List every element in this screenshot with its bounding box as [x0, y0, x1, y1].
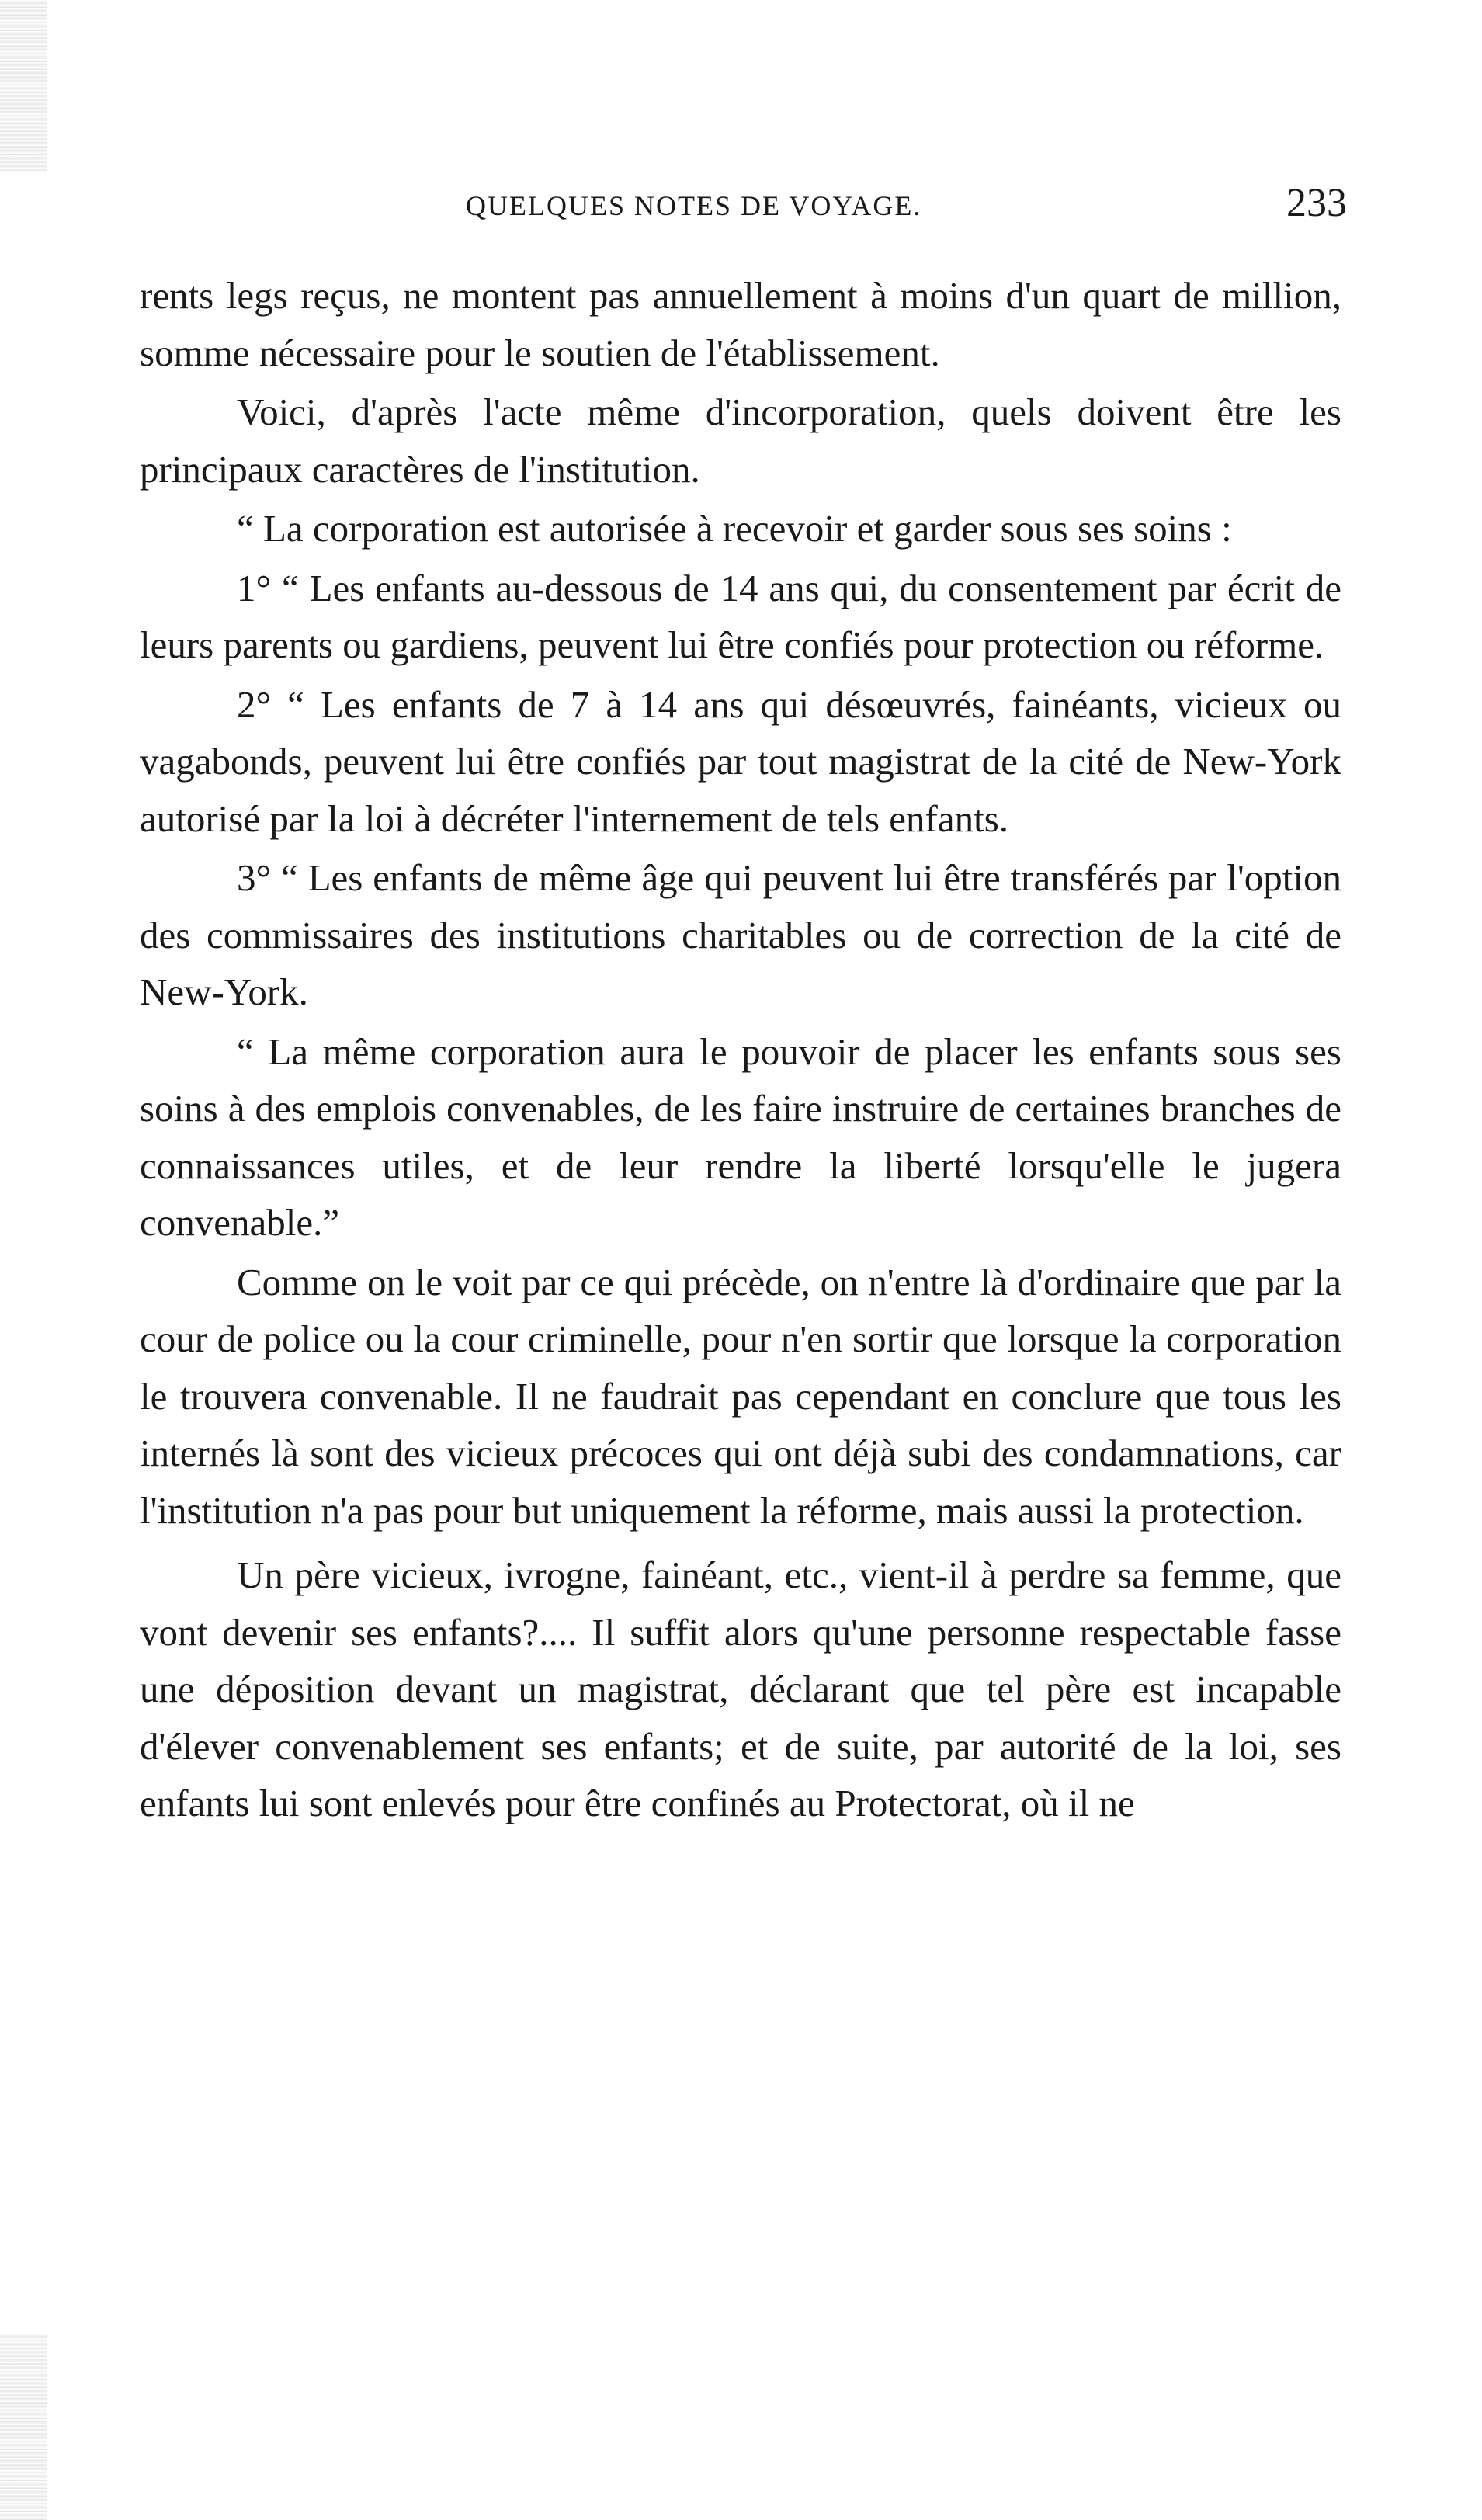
page-number: 233 — [1286, 181, 1347, 225]
paragraph-continuation: rents legs reçus, ne montent pas annuellement à moins d'un quart de million, somme nécessaire pour le soutien de l'établissement. — [140, 274, 1341, 374]
page-edge-speckle-top — [0, 0, 47, 171]
page-body — [140, 267, 1341, 1834]
paragraph-commentary: Comme on le voit par ce qui précède, on n'entre là d'ordinaire que par la cour de police ou la cour criminelle, pour n'en sortir que lorsque la corporation le trouvera convenable. Il ne faudrait pas cependant en conclure que tous les internés là sont des vicieux précoces qui ont déjà subi des condamnations, car l'institution n'a pas pour but uniquement la réforme, mais aussi la protection. — [140, 1260, 1341, 1532]
paragraph-incorporation-intro: Voici, d'après l'acte même d'incorporation, quels doivent être les principaux caractères de l'institution. — [140, 390, 1341, 491]
running-title: QUELQUES NOTES DE VOYAGE. — [466, 190, 922, 221]
page-edge-speckle-bottom — [0, 2334, 47, 2520]
running-header — [466, 180, 1347, 234]
paragraph-corporation-powers: “ La même corporation aura le pouvoir de placer les enfants sous ses soins à des emplois convenables, de les faire instruire de certaines branches de connaissances utiles, et de leur rendre la liberté lorsqu'elle le jugera convenable.” — [140, 1029, 1341, 1244]
paragraph-item-1: 1° “ Les enfants au-dessous de 14 ans qui, du consentement par écrit de leurs parents ou gardiens, peuvent lui être confiés pour protection ou réforme. — [140, 566, 1341, 666]
paragraph-corporation-authorized: “ La corporation est autorisée à recevoir et garder sous ses soins : — [237, 507, 1232, 550]
paragraph-example: Un père vicieux, ivrogne, fainéant, etc., vient-il à perdre sa femme, que vont devenir ses enfants?.... Il suffit alors qu'une personne respectable fasse une déposition devant un magistrat, déclarant que tel père est incapable d'élever convenablement ses enfants; et de suite, par autorité de la loi, ses enfants lui sont enlevés pour être confinés au Protectorat, où il ne — [140, 1553, 1341, 1824]
paragraph-item-2: 2° “ Les enfants de 7 à 14 ans qui désœuvrés, fainéants, vicieux ou vagabonds, peuvent lui être confiés par tout magistrat de la cité de New-York autorisé par la loi à décréter l'internement de tels enfants. — [140, 682, 1341, 840]
paragraph-item-3: 3° “ Les enfants de même âge qui peuvent lui être transférés par l'option des commissaires des institutions charitables ou de correction de la cité de New-York. — [140, 856, 1341, 1013]
